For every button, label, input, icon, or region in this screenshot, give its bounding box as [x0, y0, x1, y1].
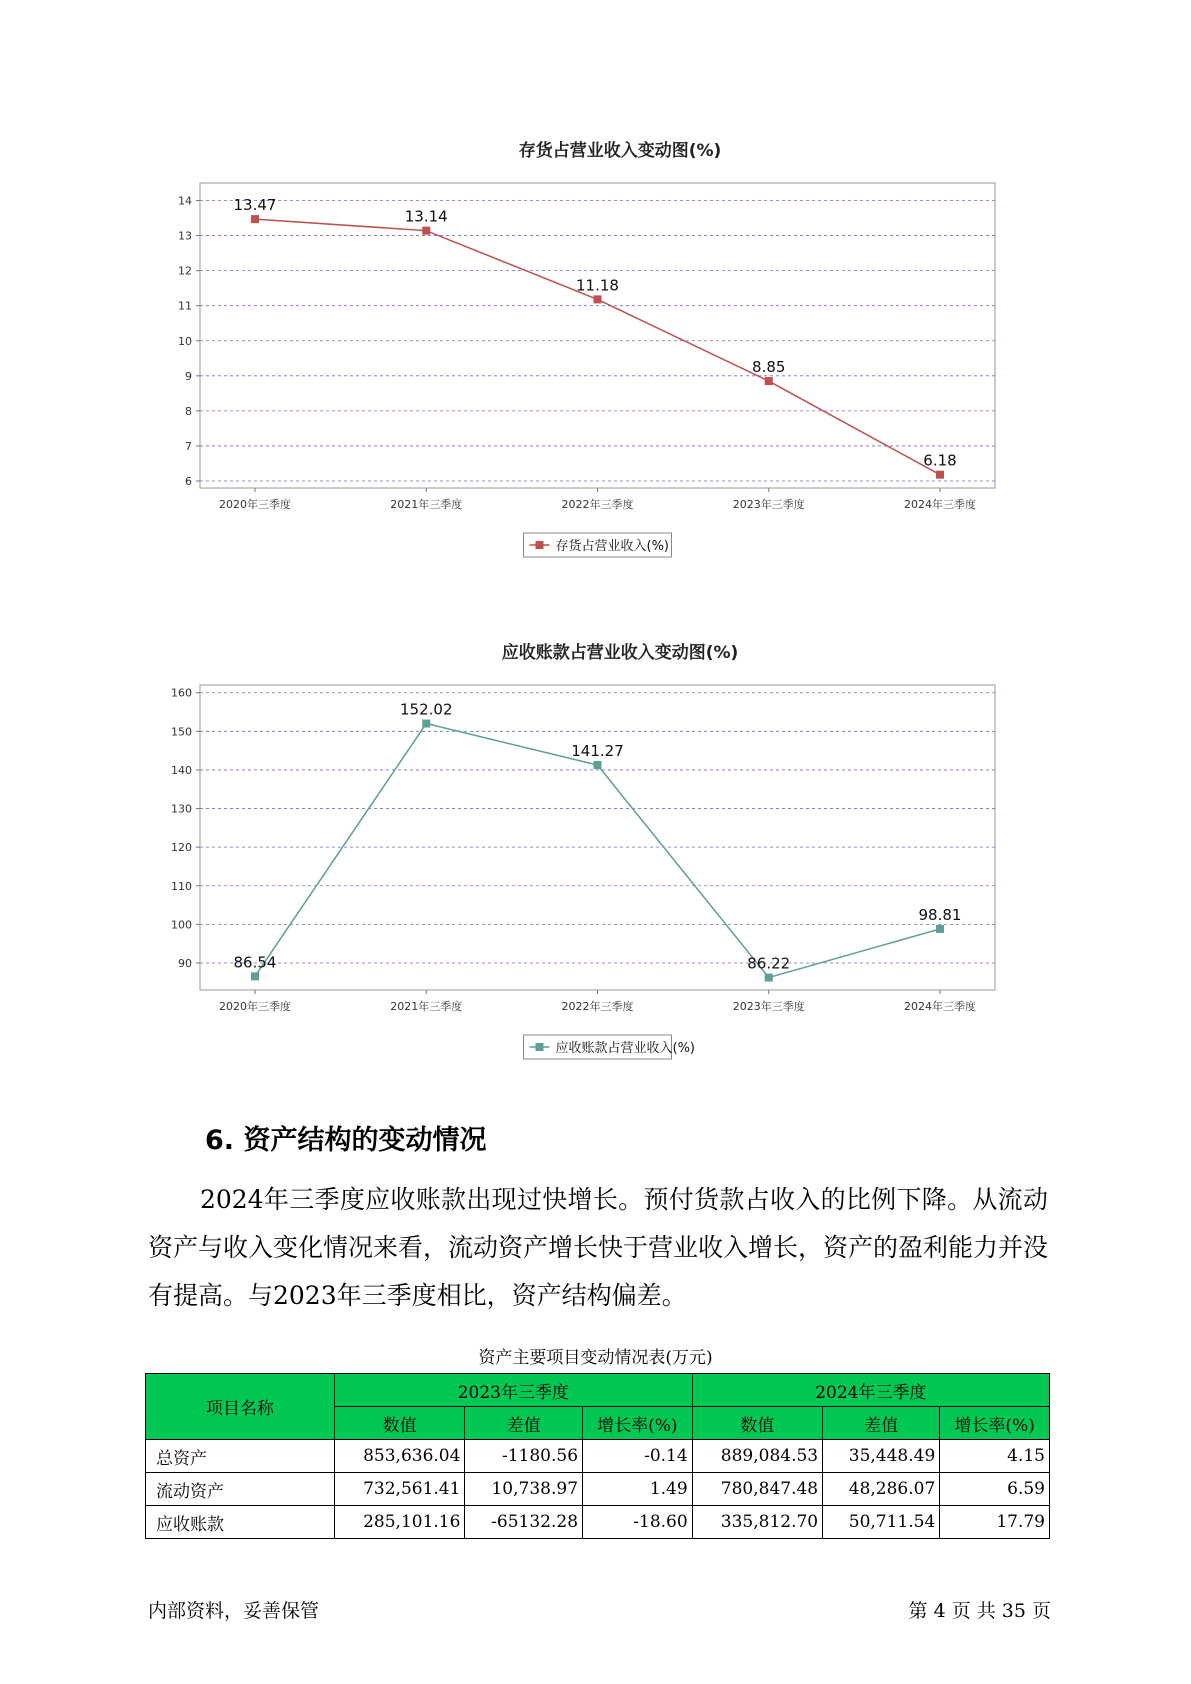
footer-page-number: 第 4 页 共 35 页	[908, 1600, 1051, 1622]
inventory-chart-x-tick-label: 2022年三季度	[561, 498, 634, 511]
cell-rate-2023: -0.14	[583, 1440, 693, 1473]
inventory-chart-y-tick-label: 7	[185, 439, 192, 453]
cell-value-2024: 889,084.53	[692, 1440, 822, 1473]
header-period-2024: 2024年三季度	[692, 1374, 1049, 1407]
inventory-chart-y-tick-label: 9	[185, 369, 192, 383]
inventory-chart-data-label: 8.85	[752, 358, 786, 377]
row-name: 流动资产	[146, 1473, 335, 1506]
cell-value-2023: 732,561.41	[335, 1473, 465, 1506]
receivables-chart-y-tick-label: 160	[171, 686, 192, 700]
receivables-chart-x-tick-label: 2024年三季度	[904, 1000, 976, 1013]
inventory-chart-y-tick-label: 10	[178, 334, 192, 348]
inventory-chart-data-point	[765, 377, 773, 385]
inventory-chart-y-tick-label: 8	[185, 404, 192, 418]
receivables-chart-y-tick-label: 130	[171, 802, 192, 816]
cell-diff-2023: -1180.56	[465, 1440, 583, 1473]
inventory-chart-y-tick-label: 13	[178, 229, 192, 243]
receivables-chart-data-label: 152.02	[400, 700, 453, 719]
cell-diff-2023: 10,738.97	[465, 1473, 583, 1506]
footer-confidential-note: 内部资料，妥善保管	[148, 1600, 320, 1622]
header-diff-2024: 差值	[823, 1407, 940, 1440]
receivables-chart-y-tick-label: 100	[171, 918, 192, 932]
header-value-2024: 数值	[692, 1407, 822, 1440]
receivables-chart-legend-label: 应收账款占营业收入(%)	[555, 1041, 695, 1056]
inventory-chart-x-tick-label: 2021年三季度	[390, 498, 463, 511]
inventory-chart-x-tick-label: 2020年三季度	[219, 498, 291, 511]
cell-value-2024: 335,812.70	[692, 1506, 822, 1539]
header-diff-2023: 差值	[465, 1407, 583, 1440]
inventory-chart-data-point	[594, 295, 602, 303]
receivables-chart-data-label: 86.22	[747, 954, 791, 973]
body-paragraph: 2024年三季度应收账款出现过快增长。预付货款占收入的比例下降。从流动资产与收入变化情况来看，流动资产增长快于营业收入增长，资产的盈利能力并没有提高。与2023年三季度相比，资产结构偏差。	[148, 1185, 1049, 1310]
header-period-2023: 2023年三季度	[335, 1374, 693, 1407]
cell-rate-2023: 1.49	[583, 1473, 693, 1506]
header-rate-2023: 增长率(%)	[583, 1407, 693, 1440]
cell-diff-2024: 35,448.49	[823, 1440, 940, 1473]
table-row	[146, 1506, 1050, 1539]
cell-diff-2024: 48,286.07	[823, 1473, 940, 1506]
section-heading: 6. 资产结构的变动情况	[205, 1125, 487, 1156]
cell-diff-2024: 50,711.54	[823, 1506, 940, 1539]
receivables-chart-x-tick-label: 2021年三季度	[390, 1000, 463, 1013]
receivables-chart-data-label: 98.81	[918, 905, 962, 924]
receivables-chart-y-tick-label: 150	[171, 725, 192, 739]
inventory-chart-x-tick-label: 2023年三季度	[732, 498, 805, 511]
table-caption: 资产主要项目变动情况表(万元)	[478, 1348, 713, 1368]
receivables-chart-y-tick-label: 90	[178, 956, 192, 970]
table-row	[146, 1440, 1050, 1473]
header-rate-2024: 增长率(%)	[940, 1407, 1050, 1440]
receivables-chart-data-point	[422, 720, 430, 728]
inventory-chart-data-label: 6.18	[923, 451, 957, 470]
header-item-name: 项目名称	[146, 1374, 335, 1440]
inventory-chart-x-tick-label: 2024年三季度	[904, 498, 976, 511]
receivables-chart-title: 应收账款占营业收入变动图(%)	[501, 643, 739, 663]
cell-value-2023: 285,101.16	[335, 1506, 465, 1539]
asset-change-table	[145, 1373, 1050, 1539]
inventory-chart-y-tick-label: 6	[185, 474, 192, 488]
cell-rate-2024: 4.15	[940, 1440, 1050, 1473]
receivables-chart-plot-area	[200, 685, 995, 990]
inventory-chart-legend-marker	[536, 541, 544, 549]
receivables-chart-x-tick-label: 2022年三季度	[561, 1000, 634, 1013]
inventory-chart-data-label: 13.14	[404, 207, 448, 226]
receivables-chart-data-point	[765, 974, 773, 982]
inventory-chart-svg	[170, 138, 1030, 598]
inventory-chart-title: 存货占营业收入变动图(%)	[518, 141, 722, 161]
receivables-chart-data-point	[594, 761, 602, 769]
receivables-chart-y-tick-label: 110	[171, 879, 192, 893]
inventory-chart-y-tick-label: 14	[178, 194, 192, 208]
inventory-chart-plot-area	[200, 183, 995, 488]
row-name: 应收账款	[146, 1506, 335, 1539]
receivables-chart	[170, 640, 1030, 1090]
receivables-chart-data-label: 86.54	[233, 953, 277, 972]
receivables-chart-x-tick-label: 2020年三季度	[219, 1000, 291, 1013]
receivables-chart-y-tick-label: 120	[171, 841, 192, 855]
row-name: 总资产	[146, 1440, 335, 1473]
cell-value-2023: 853,636.04	[335, 1440, 465, 1473]
inventory-chart-data-label: 13.47	[233, 196, 277, 215]
cell-rate-2023: -18.60	[583, 1506, 693, 1539]
receivables-chart-data-point	[251, 972, 259, 980]
inventory-chart-y-tick-label: 12	[178, 264, 192, 278]
inventory-chart-y-tick-label: 11	[178, 299, 192, 313]
inventory-chart-data-label: 11.18	[576, 276, 619, 295]
table-row	[146, 1473, 1050, 1506]
cell-value-2024: 780,847.48	[692, 1473, 822, 1506]
header-value-2023: 数值	[335, 1407, 465, 1440]
inventory-chart-data-point	[251, 215, 259, 223]
inventory-chart-legend-label: 存货占营业收入(%)	[555, 539, 669, 554]
receivables-chart-legend-marker	[536, 1043, 544, 1051]
receivables-chart-data-point	[936, 925, 944, 933]
cell-rate-2024: 6.59	[940, 1473, 1050, 1506]
inventory-chart-data-point	[936, 471, 944, 479]
receivables-chart-svg	[170, 640, 1030, 1090]
cell-rate-2024: 17.79	[940, 1506, 1050, 1539]
receivables-chart-y-tick-label: 140	[171, 763, 192, 777]
receivables-chart-x-tick-label: 2023年三季度	[732, 1000, 805, 1013]
inventory-chart-data-point	[422, 227, 430, 235]
receivables-chart-data-label: 141.27	[571, 742, 624, 761]
inventory-chart	[170, 138, 1030, 598]
cell-diff-2023: -65132.28	[465, 1506, 583, 1539]
